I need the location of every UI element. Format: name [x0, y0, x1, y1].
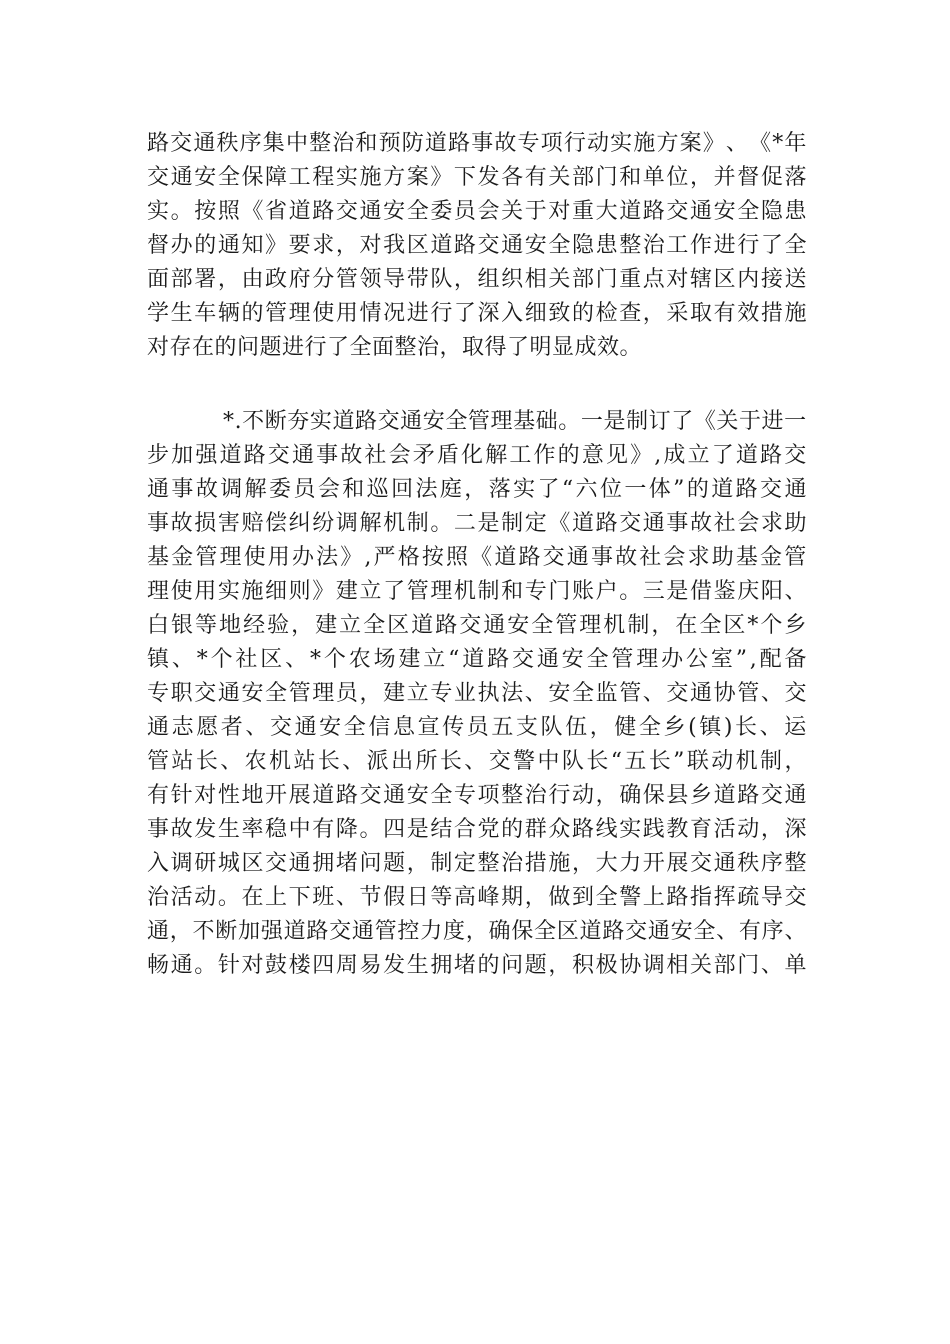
text-line: 通 ， 不 断 加 强 道 路 交 通 管 控 力 度 ， 确 保 全 区 道 路 交 通 安 全 、 有 序 、 [147, 919, 807, 944]
text-line: 理 使 用 实 施 细 则 》 建 立 了 管 理 机 制 和 专 门 账 户 。 三 是 借 鉴 庆 阳 、 [147, 579, 807, 604]
text-line: 路 交 通 秩 序 集 中 整 治 和 预 防 道 路 事 故 专 项 行 动 实 施 方 案 》 、 《 * 年 [147, 131, 807, 156]
text-line: 畅 通 。 针 对 鼓 楼 四 周 易 发 生 拥 堵 的 问 题 ， 积 极 协 调 相 关 部 门 、 单 [147, 953, 807, 978]
text-line: 专 职 交 通 安 全 管 理 员 ， 建 立 专 业 执 法 、 安 全 监 管 、 交 通 协 管 、 交 [147, 681, 807, 706]
text-line: 有 针 对 性 地 开 展 道 路 交 通 安 全 专 项 整 治 行 动 ， 确 保 县 乡 道 路 交 通 [147, 783, 807, 808]
text-line: 对存在的问题进行了全面整治，取得了明显成效。 [147, 335, 643, 360]
text-line: 步 加 强 道 路 交 通 事 故 社 会 矛 盾 化 解 工 作 的 意 见 》 , 成 立 了 道 路 交 [147, 443, 807, 468]
text-line: * . 不 断 夯 实 道 路 交 通 安 全 管 理 基 础 。 一 是 制 订 了 《 关 于 进 一 [223, 409, 807, 434]
text-line: 事 故 发 生 率 稳 中 有 降 。 四 是 结 合 党 的 群 众 路 线 实 践 教 育 活 动 ， 深 [147, 817, 807, 842]
text-line: 面 部 署 ， 由 政 府 分 管 领 导 带 队 ， 组 织 相 关 部 门 重 点 对 辖 区 内 接 送 [147, 267, 807, 292]
text-line: 督 办 的 通 知 》 要 求 ， 对 我 区 道 路 交 通 安 全 隐 患 整 治 工 作 进 行 了 全 [147, 233, 807, 258]
paragraph-2 [147, 405, 807, 983]
text-line: 治 活 动 。 在 上 下 班 、 节 假 日 等 高 峰 期 ， 做 到 全 警 上 路 指 挥 疏 导 交 [147, 885, 807, 910]
text-line: 通 志 愿 者 、 交 通 安 全 信 息 宣 传 员 五 支 队 伍 ， 健 全 乡 ( 镇 ) 长 、 运 [147, 715, 807, 740]
text-line: 事 故 损 害 赔 偿 纠 纷 调 解 机 制 。 二 是 制 定 《 道 路 交 通 事 故 社 会 求 助 [147, 511, 807, 536]
text-line: 学 生 车 辆 的 管 理 使 用 情 况 进 行 了 深 入 细 致 的 检 查 ， 采 取 有 效 措 施 [147, 301, 807, 326]
text-line: 白 银 等 地 经 验 ， 建 立 全 区 道 路 交 通 安 全 管 理 机 制 ， 在 全 区 * 个 乡 [147, 613, 807, 638]
paragraph-1 [147, 127, 807, 365]
text-line: 管 站 长 、 农 机 站 长 、 派 出 所 长 、 交 警 中 队 长 “ 五 长 ” 联 动 机 制 ， [147, 749, 807, 774]
text-line: 镇 、 * 个 社 区 、 * 个 农 场 建 立 “ 道 路 交 通 安 全 管 理 办 公 室 ” , 配 备 [147, 647, 807, 672]
text-line: 交 通 安 全 保 障 工 程 实 施 方 案 》 下 发 各 有 关 部 门 和 单 位 ， 并 督 促 落 [147, 165, 807, 190]
text-line: 基 金 管 理 使 用 办 法 》 , 严 格 按 照 《 道 路 交 通 事 故 社 会 求 助 基 金 管 [147, 545, 807, 570]
text-line: 通 事 故 调 解 委 员 会 和 巡 回 法 庭 ， 落 实 了 “ 六 位 一 体 ” 的 道 路 交 通 [147, 477, 807, 502]
text-line: 实 。 按 照 《 省 道 路 交 通 安 全 委 员 会 关 于 对 重 大 道 路 交 通 安 全 隐 患 [147, 199, 807, 224]
text-line: 入 调 研 城 区 交 通 拥 堵 问 题 ， 制 定 整 治 措 施 ， 大 力 开 展 交 通 秩 序 整 [147, 851, 807, 876]
